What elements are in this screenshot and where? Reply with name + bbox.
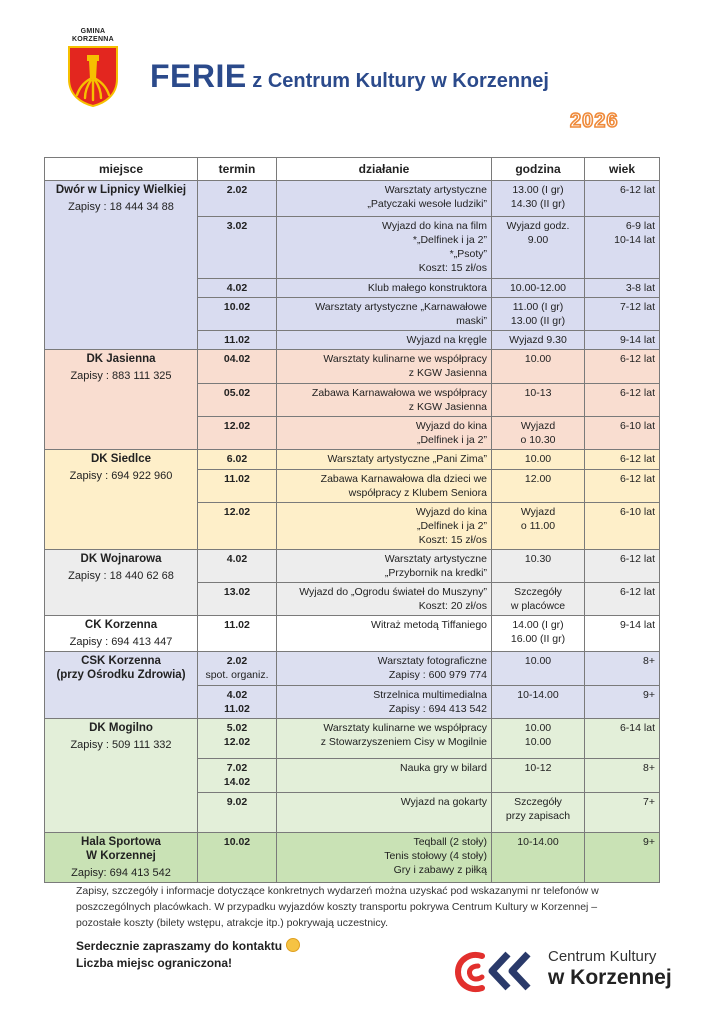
age-cell: 3-8 lat — [585, 279, 660, 298]
table-row — [45, 181, 660, 217]
term-cell: 12.02 — [198, 417, 277, 450]
header-wiek: wiek — [585, 158, 660, 181]
table-row — [45, 652, 660, 686]
hour-cell: 10.00 — [492, 652, 585, 686]
activity-cell: Nauka gry w bilard — [277, 759, 492, 793]
age-cell: 9-14 lat — [585, 616, 660, 652]
hour-cell: 12.00 — [492, 470, 585, 503]
schedule-table — [44, 157, 660, 883]
place-cell — [45, 181, 198, 350]
term-cell: 6.02 — [198, 450, 277, 470]
hour-cell: Szczegóły przy zapisach — [492, 793, 585, 833]
place-name: DK Mogilno — [89, 722, 153, 734]
place-phone: Zapisy: 694 413 542 — [71, 867, 171, 879]
hour-cell: 10.00-12.00 — [492, 279, 585, 298]
activity-cell: Warsztaty fotograficzne Zapisy : 600 979 774 — [277, 652, 492, 686]
activity-cell: Zabawa Karnawałowa we współpracy z KGW Jasienna — [277, 384, 492, 417]
hour-cell: Wyjazd o 11.00 — [492, 503, 585, 550]
table-row — [45, 550, 660, 583]
age-cell: 6-10 lat — [585, 417, 660, 450]
place-phone: Zapisy : 883 111 325 — [70, 370, 172, 382]
age-cell: 6-12 lat — [585, 384, 660, 417]
activity-cell: Warsztaty artystyczne „Karnawałowe maski” — [277, 298, 492, 331]
term-cell: 3.02 — [198, 217, 277, 279]
brand-line1: Centrum Kultury — [548, 948, 657, 965]
activity-cell: Strzelnica multimedialna Zapisy : 694 413 542 — [277, 686, 492, 719]
table-row — [45, 616, 660, 652]
term-cell: 4.02 11.02 — [198, 686, 277, 719]
activity-cell: Witraż metodą Tiffaniego — [277, 616, 492, 652]
hour-cell: 10-14.00 — [492, 686, 585, 719]
place-name: CK Korzenna — [84, 619, 158, 631]
place-cell — [45, 833, 198, 883]
coat-of-arms-icon — [67, 45, 119, 107]
logo-text-bottom: KORZENNA — [71, 36, 115, 43]
place-phone: Zapisy : 18 444 34 88 — [68, 201, 174, 213]
term-cell: 11.02 — [198, 331, 277, 350]
smile-emoji-icon — [286, 938, 300, 952]
age-cell: 7-12 lat — [585, 298, 660, 331]
activity-cell: Warsztaty kulinarne we współpracy z KGW Jasienna — [277, 350, 492, 384]
hour-cell: 10.00 10.00 — [492, 719, 585, 759]
age-cell: 6-12 lat — [585, 550, 660, 583]
term-cell: 12.02 — [198, 503, 277, 550]
term-cell: 11.02 — [198, 616, 277, 652]
place-phone: Zapisy : 509 111 332 — [70, 739, 172, 751]
hour-cell: 10.00 — [492, 450, 585, 470]
invite-line — [76, 938, 300, 955]
term-cell: 9.02 — [198, 793, 277, 833]
header-miejsce: miejsce — [45, 158, 198, 181]
term-cell: 04.02 — [198, 350, 277, 384]
activity-cell: Wyjazd do kina na film *„Delfinek i ja 2” *„Psoty” Koszt: 15 zł/os — [277, 217, 492, 279]
hour-cell: 10-12 — [492, 759, 585, 793]
age-cell: 6-10 lat — [585, 503, 660, 550]
header-godzina: godzina — [492, 158, 585, 181]
age-cell: 7+ — [585, 793, 660, 833]
table-row — [45, 719, 660, 759]
activity-cell: Wyjazd do „Ogrodu świateł do Muszyny” Koszt: 20 zł/os — [277, 583, 492, 616]
title-ferie: FERIE — [150, 58, 247, 94]
term-cell: 4.02 — [198, 550, 277, 583]
hour-cell: Wyjazd o 10.30 — [492, 417, 585, 450]
gmina-logo — [60, 28, 126, 112]
age-cell: 9+ — [585, 686, 660, 719]
brand-line2: w Korzennej — [548, 966, 672, 989]
hour-cell: 13.00 (I gr) 14.30 (II gr) — [492, 181, 585, 217]
hour-cell: 14.00 (I gr) 16.00 (II gr) — [492, 616, 585, 652]
age-cell: 8+ — [585, 652, 660, 686]
age-cell: 6-12 lat — [585, 583, 660, 616]
place-name: DK Jasienna — [86, 353, 156, 365]
centrum-kultury-logo — [452, 946, 692, 998]
activity-cell: Wyjazd na kręgle — [277, 331, 492, 350]
closing-text — [76, 938, 300, 972]
age-cell: 6-12 lat — [585, 181, 660, 217]
table-row — [45, 450, 660, 470]
age-cell: 6-12 lat — [585, 470, 660, 503]
place-cell — [45, 719, 198, 833]
age-cell: 6-12 lat — [585, 350, 660, 384]
term-cell: 10.02 — [198, 298, 277, 331]
place-name: CSK Korzenna (przy Ośrodku Zdrowia) — [56, 655, 186, 681]
age-cell: 9-14 lat — [585, 331, 660, 350]
limit-text: Liczba miejsc ograniczona! — [76, 956, 233, 970]
hour-cell: Szczegóły w placówce — [492, 583, 585, 616]
place-phone: Zapisy : 694 413 447 — [69, 636, 173, 648]
activity-cell: Teqball (2 stoły) Tenis stołowy (4 stoły) Gry i zabawy z piłką — [277, 833, 492, 883]
logo-text-top: GMINA — [80, 28, 106, 35]
age-cell: 8+ — [585, 759, 660, 793]
activity-cell: Warsztaty artystyczne „Pani Zima” — [277, 450, 492, 470]
hour-cell: Wyjazd godz. 9.00 — [492, 217, 585, 279]
age-cell: 9+ — [585, 833, 660, 883]
age-cell: 6-9 lat 10-14 lat — [585, 217, 660, 279]
activity-cell: Klub małego konstruktora — [277, 279, 492, 298]
age-cell: 6-12 lat — [585, 450, 660, 470]
term-cell: 2.02 — [198, 181, 277, 217]
footer-note: Zapisy, szczegóły i informacje dotyczące konkretnych wydarzeń można uzyskać pod wskazanymi nr telefonów w poszczególnych placówkach. W przypadku wyjazdów koszty transportu pokrywa Centrum Kultury w Korzennej – pozostałe koszty (bilety wstępu, atrakcje itp.) pokrywają uczestnicy. — [76, 885, 599, 929]
place-phone: Zapisy : 694 922 960 — [69, 470, 173, 482]
term-cell — [198, 652, 277, 686]
hour-cell: 11.00 (I gr) 13.00 (II gr) — [492, 298, 585, 331]
hour-cell: Wyjazd 9.30 — [492, 331, 585, 350]
place-cell — [45, 350, 198, 450]
table-row — [45, 350, 660, 384]
term-cell: 4.02 — [198, 279, 277, 298]
invite-text: Serdecznie zapraszamy do kontaktu — [76, 939, 283, 953]
activity-cell: Wyjazd do kina „Delfinek i ja 2” Koszt: 15 zł/os — [277, 503, 492, 550]
header-termin: termin — [198, 158, 277, 181]
activity-cell: Warsztaty artystyczne „Patyczaki wesołe ludziki” — [277, 181, 492, 217]
hour-cell: 10.30 — [492, 550, 585, 583]
title-subtitle: z Centrum Kultury w Korzennej — [246, 70, 549, 92]
table-header-row — [45, 158, 660, 181]
activity-cell: Warsztaty kulinarne we współpracy z Stowarzyszeniem Cisy w Mogilnie — [277, 719, 492, 759]
place-cell — [45, 652, 198, 719]
place-name: DK Wojnarowa — [80, 553, 162, 565]
hour-cell: 10-13 — [492, 384, 585, 417]
term-cell: 13.02 — [198, 583, 277, 616]
term-cell: 11.02 — [198, 470, 277, 503]
hour-cell: 10-14.00 — [492, 833, 585, 883]
page-title — [150, 58, 549, 95]
place-cell — [45, 450, 198, 550]
term-cell: 5.02 12.02 — [198, 719, 277, 759]
place-cell — [45, 550, 198, 616]
year-label: 2026 — [570, 110, 619, 132]
hour-cell: 10.00 — [492, 350, 585, 384]
term-cell: 10.02 — [198, 833, 277, 883]
table-row — [45, 833, 660, 883]
place-phone: Zapisy : 18 440 62 68 — [68, 570, 174, 582]
place-name: Hala Sportowa W Korzennej — [81, 836, 161, 862]
place-name: DK Siedlce — [90, 453, 152, 465]
place-cell — [45, 616, 198, 652]
term-cell: 7.02 14.02 — [198, 759, 277, 793]
term-date: 2.02 — [226, 655, 248, 667]
ck-brand-mark-icon — [452, 948, 542, 994]
activity-cell: Wyjazd do kina „Delfinek i ja 2” — [277, 417, 492, 450]
activity-cell: Wyjazd na gokarty — [277, 793, 492, 833]
age-cell: 6-14 lat — [585, 719, 660, 759]
activity-cell: Warsztaty artystyczne „Przybornik na kredki” — [277, 550, 492, 583]
term-cell: 05.02 — [198, 384, 277, 417]
activity-cell: Zabawa Karnawałowa dla dzieci we współpracy z Klubem Seniora — [277, 470, 492, 503]
place-name: Dwór w Lipnicy Wielkiej — [55, 184, 187, 196]
header-dzialanie: działanie — [277, 158, 492, 181]
term-note: spot. organiz. — [205, 669, 269, 681]
